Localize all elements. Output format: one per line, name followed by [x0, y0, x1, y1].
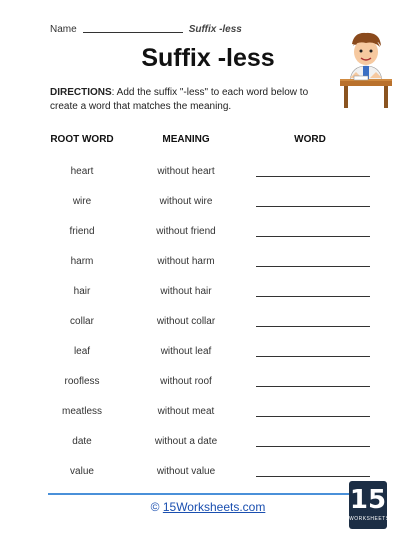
table-row — [0, 370, 416, 400]
name-label: Name — [50, 24, 77, 35]
student-at-desk-illustration — [336, 30, 396, 110]
name-blank-line[interactable] — [83, 32, 183, 33]
answer-line[interactable] — [256, 176, 370, 177]
root-word: friend — [69, 226, 95, 237]
answer-line[interactable] — [256, 476, 370, 477]
footer-divider — [48, 493, 370, 495]
directions — [50, 86, 320, 114]
root-word: roofless — [64, 376, 100, 387]
header-root-word: ROOT WORD — [50, 134, 114, 145]
table-row — [0, 190, 416, 220]
answer-line[interactable] — [256, 416, 370, 417]
table-row — [0, 430, 416, 460]
meaning: without value — [156, 466, 216, 477]
meaning: without meat — [157, 406, 215, 417]
sheet-label: Suffix -less — [188, 24, 242, 35]
root-word: hair — [73, 286, 91, 297]
root-word: date — [72, 436, 92, 447]
page-title: Suffix -less — [141, 44, 275, 72]
site-link-text[interactable]: 15Worksheets.com — [162, 500, 266, 514]
table-row — [0, 400, 416, 430]
name-row — [50, 24, 242, 35]
answer-line[interactable] — [256, 236, 370, 237]
meaning: without collar — [156, 316, 216, 327]
root-word: collar — [70, 316, 94, 327]
answer-line[interactable] — [256, 386, 370, 387]
header-meaning: MEANING — [162, 134, 210, 145]
table-row — [0, 160, 416, 190]
table-row — [0, 280, 416, 310]
answer-line[interactable] — [256, 266, 370, 267]
root-word: value — [70, 466, 94, 477]
logo-number: 15 — [349, 485, 387, 515]
root-word: heart — [70, 166, 94, 177]
meaning: without leaf — [160, 346, 212, 357]
meaning: without wire — [159, 196, 213, 207]
directions-text: : Add the suffix "-less" to each word below to create a word that matches the meaning. — [50, 87, 309, 112]
header-word: WORD — [294, 134, 326, 145]
answer-line[interactable] — [256, 446, 370, 447]
answer-line[interactable] — [256, 206, 370, 207]
meaning: without friend — [156, 226, 216, 237]
root-word: meatless — [61, 406, 102, 417]
table-row — [0, 310, 416, 340]
worksheets-logo — [349, 481, 405, 529]
answer-line[interactable] — [256, 296, 370, 297]
table-row — [0, 220, 416, 250]
table-row — [0, 340, 416, 370]
meaning: without heart — [157, 166, 215, 177]
copyright-symbol: © — [150, 500, 160, 514]
root-word: leaf — [73, 346, 91, 357]
answer-line[interactable] — [256, 356, 370, 357]
logo-text: WORKSHEETS.COM — [349, 516, 405, 522]
answer-line[interactable] — [256, 326, 370, 327]
root-word: harm — [70, 256, 94, 267]
table-row — [0, 250, 416, 280]
meaning: without hair — [160, 286, 212, 297]
meaning: without harm — [157, 256, 215, 267]
meaning: without a date — [154, 436, 218, 447]
directions-label: DIRECTIONS — [50, 87, 112, 98]
meaning: without roof — [160, 376, 212, 387]
root-word: wire — [72, 196, 92, 207]
